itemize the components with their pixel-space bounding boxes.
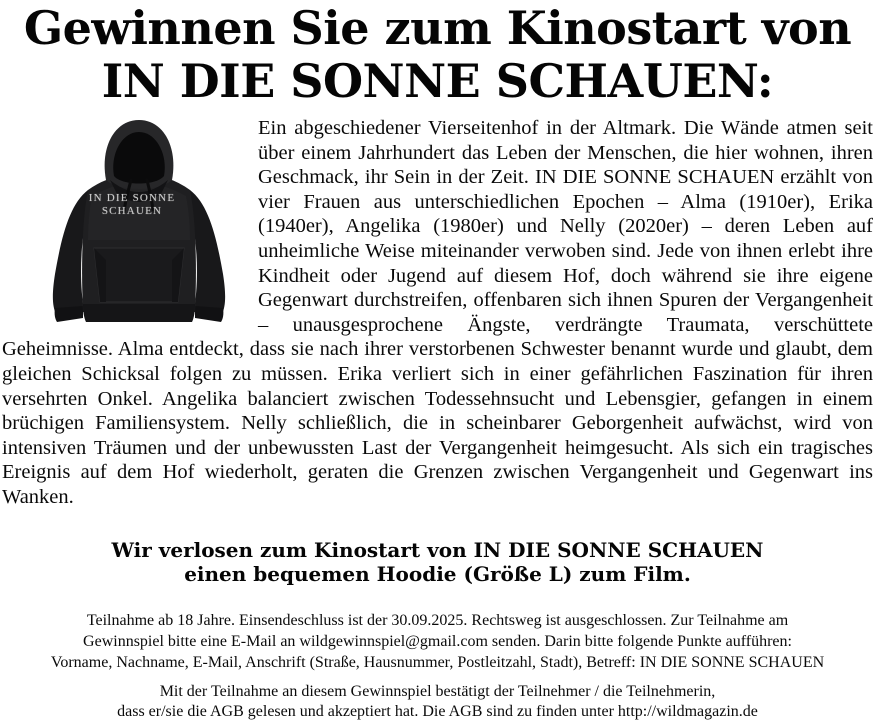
hoodie-product-image xyxy=(28,116,250,329)
terms-line-2: dass er/sie die AGB gelesen und akzeptiert hat. Die AGB sind zu finden unter http://wildmagazin.de xyxy=(117,702,758,720)
content-area xyxy=(0,116,875,510)
hoodie-print-line-2: SCHAUEN xyxy=(101,205,163,217)
giveaway-line-1: Wir verlosen zum Kinostart von IN DIE SONNE SCHAUEN xyxy=(111,537,764,562)
hoodie-graphic xyxy=(28,116,250,329)
participation-line-2: Gewinnspiel bitte eine E-Mail an wildgewinnspiel@gmail.com senden. Darin bitte folgende Punkte aufführen: xyxy=(83,632,792,650)
page-title-line-2: IN DIE SONNE SCHAUEN: xyxy=(101,54,774,108)
hoodie-print-line-1: IN DIE SONNE xyxy=(88,192,176,204)
participation-line-3: Vorname, Nachname, E-Mail, Anschrift (Straße, Hausnummer, Postleitzahl, Stadt), Betreff: IN DIE SONNE SCHAUEN xyxy=(50,653,825,671)
terms-notice xyxy=(0,682,875,722)
participation-rules xyxy=(0,610,875,673)
giveaway-line-2: einen bequemen Hoodie (Größe L) zum Film. xyxy=(184,561,691,586)
hoodie-print-text xyxy=(14,192,250,218)
page-title-line-1: Gewinnen Sie zum Kinostart von xyxy=(23,1,852,55)
participation-line-1: Teilnahme ab 18 Jahre. Einsendeschluss ist der 30.09.2025. Rechtsweg ist ausgeschlossen. Zur Teilnahme am xyxy=(86,611,789,629)
page-title xyxy=(0,0,875,108)
film-synopsis: Ein abgeschiedener Vierseitenhof in der Altmark. Die Wände atmen seit über einem Jahrhundert das Leben der Menschen, die hier wohnen, ihren Geschmack, ihr Sein in der Zeit. IN DIE SONNE SCHAUEN erzählt von vier Frauen aus unterschiedlichen Epochen – Alma (1910er), Erika (1940er), Angelika (1980er) und Nelly (2020er) – deren Leben auf unheimliche Weise miteinander verwoben sind. Jede von ihnen erlebt ihre Kindheit oder Jugend auf diesem Hof, doch während sie ihre eigene Gegenwart durchstreifen, offenbaren sich ihnen Spuren der Vergangenheit – unausgesprochene Ängste, verdrängte Traumata, verschüttete Geheimnisse. Alma entdeckt, dass sie nach ihrer verstorbenen Schwester benannt wurde und glaubt, dem gleichen Schicksal folgen zu müssen. Erika verliert sich in einer gefährlichen Faszination für ihren versehrten Onkel. Angelika balanciert zwischen Todessehnsucht und Lebensgier, gefangen in einem brüchigen Familiensystem. Nelly schließlich, die in scheinbarer Geborgenheit aufwächst, wird von intensiven Träumen und der unbewussten Last der Vergangenheit heimgesucht. Als sich ein tragisches Ereignis auf dem Hof wiederholt, geraten die Grenzen zwischen Vergangenheit und Gegenwart ins Wanken. xyxy=(2,117,873,508)
terms-line-1: Mit der Teilnahme an diesem Gewinnspiel bestätigt der Teilnehmer / die Teilnehmerin, xyxy=(159,682,716,700)
giveaway-heading xyxy=(0,538,875,586)
